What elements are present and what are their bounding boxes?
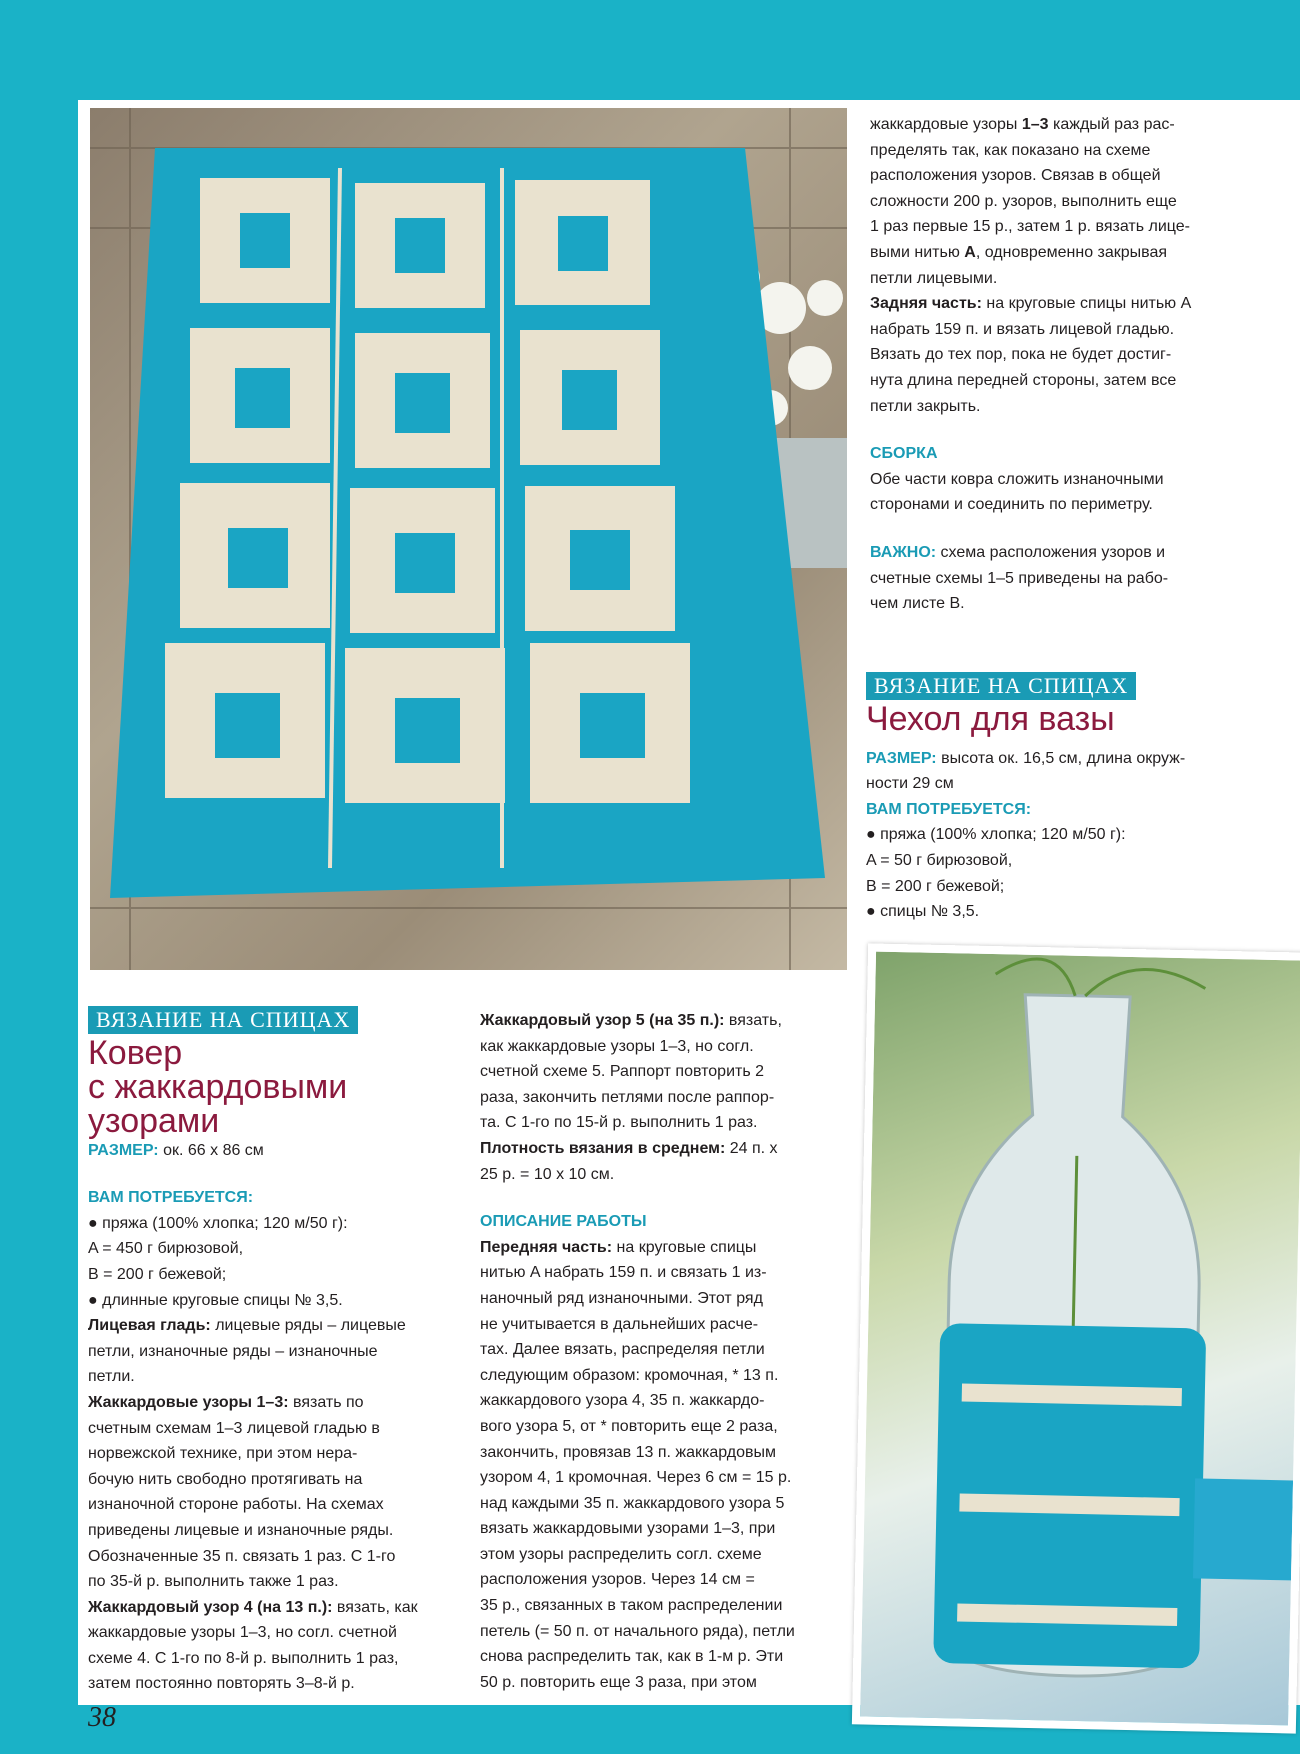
text-line: 35 р., связанных в таком распределении: [480, 1597, 783, 1615]
rug-section: [88, 1006, 468, 1697]
text-line: счетной схеме 5. Раппорт повторить 2: [480, 1063, 765, 1081]
vase-photo: [852, 943, 1300, 1733]
vase-title: Чехол для вазы: [866, 699, 1115, 738]
text-line: затем постоянно повторять 3–8-й р.: [88, 1675, 355, 1693]
text-line: Обозначенные 35 п. связать 1 раз. С 1-го: [88, 1547, 396, 1565]
text-line: чем листе B.: [870, 595, 965, 613]
text-line: счетные схемы 1–5 приведены на рабо-: [870, 569, 1169, 587]
text-line: не учитывается в дальнейших расче-: [480, 1315, 759, 1333]
text-line: узором 4, 1 кромочная. Через 6 см = 15 р.: [480, 1469, 792, 1487]
text-line: петли лицевыми.: [870, 269, 998, 287]
text-line: Обе части ковра сложить изнаночными: [870, 470, 1164, 488]
rug-illustration: [90, 108, 847, 970]
text-line: сторонами и соединить по периметру.: [870, 496, 1153, 514]
text-line: счетным схемам 1–3 лицевой гладью в: [88, 1419, 380, 1437]
vase-size: РАЗМЕР: высота ок. 16,5 см, длина окруж-: [866, 749, 1186, 767]
text-line: следующим образом: кромочная, * 13 п.: [480, 1366, 779, 1384]
jacquard-5: Жаккардовый узор 5 (на 35 п.): вязать,: [480, 1012, 782, 1029]
text-line: ● пряжа (100% хлопка; 120 м/50 г):: [866, 826, 1126, 844]
text-line: B = 200 г бежевой;: [88, 1265, 227, 1283]
text-line: жаккардового узора 4, 35 п. жаккардо-: [480, 1392, 765, 1410]
text-line: нута длина передней стороны, затем все: [870, 371, 1177, 389]
text-line: та. С 1-го по 15-й р. выполнить 1 раз.: [480, 1114, 758, 1132]
text-line: набрать 159 п. и вязать лицевой гладью.: [870, 320, 1175, 338]
vase-section: [866, 672, 1286, 925]
text-line: расположения узоров. Связав в общей: [870, 167, 1161, 185]
text-line: как жаккардовые узоры 1–3, но согл.: [480, 1037, 754, 1055]
text-line: вязать жаккардовыми узорами 1–3, при: [480, 1520, 776, 1538]
rug-title-line: узорами: [88, 1101, 220, 1140]
rug-title-line: с жаккардовыми: [88, 1067, 348, 1106]
section-band: ВЯЗАНИЕ НА СПИЦАХ: [88, 1006, 358, 1034]
text-line: петли закрыть.: [870, 397, 981, 415]
text-line: снова распределить так, как в 1-м р. Эти: [480, 1648, 784, 1666]
rug-title-line: Ковер: [88, 1033, 183, 1072]
middle-column: [480, 1008, 860, 1695]
text-line: ● пряжа (100% хлопка; 120 м/50 г):: [88, 1214, 348, 1232]
text-line: A = 50 г бирюзовой,: [866, 851, 1013, 869]
vase-illustration: [860, 952, 1300, 1726]
text-line: петли.: [88, 1368, 135, 1386]
text-line: ности 29 см: [866, 775, 954, 793]
text-line: вого узора 5, от * повторить еще 2 раза,: [480, 1417, 778, 1435]
assembly-heading: СБОРКА: [870, 445, 938, 463]
text-line: расположения узоров. Через 14 см =: [480, 1571, 755, 1589]
rug-need-heading: ВАМ ПОТРЕБУЕТСЯ:: [88, 1189, 254, 1207]
text-line: ● спицы № 3,5.: [866, 903, 980, 921]
text-line: 1 раз первые 15 р., затем 1 р. вязать лице-: [870, 218, 1190, 236]
text-line: выми нитью A, одновременно закрывая: [870, 243, 1168, 261]
text-line: жаккардовые узоры 1–3 каждый раз рас-: [870, 116, 1175, 133]
important-note: ВАЖНО: схема расположения узоров и: [870, 543, 1166, 561]
right-top-column: [870, 112, 1280, 617]
text-line: B = 200 г бежевой;: [866, 877, 1005, 895]
text-line: сложности 200 р. узоров, выполнить еще: [870, 192, 1177, 210]
text-line: над каждыми 35 п. жаккардового узора 5: [480, 1494, 785, 1512]
back-part: Задняя часть: на круговые спицы нитью A: [870, 295, 1192, 313]
text-line: Вязать до тех пор, пока не будет достиг-: [870, 346, 1172, 364]
stockinette: Лицевая гладь: лицевые ряды – лицевые: [88, 1317, 406, 1335]
text-line: 25 р. = 10 х 10 см.: [480, 1165, 615, 1183]
vase-need-heading: ВАМ ПОТРЕБУЕТСЯ:: [866, 800, 1032, 818]
text-line: ● длинные круговые спицы № 3,5.: [88, 1291, 343, 1309]
text-line: изнаночной стороне работы. На схемах: [88, 1496, 384, 1514]
text-line: схеме 4. С 1-го по 8-й р. выполнить 1 раз,: [88, 1649, 399, 1667]
text-line: норвежской технике, при этом нера-: [88, 1445, 358, 1463]
text-line: жаккардовые узоры 1–3, но согл. счетной: [88, 1624, 397, 1642]
text-line: петли, изнаночные ряды – изнаночные: [88, 1342, 378, 1360]
text-line: тах. Далее вязать, распределяя петли: [480, 1341, 765, 1359]
text-line: по 35-й р. выполнить также 1 раз.: [88, 1573, 339, 1591]
section-band: ВЯЗАНИЕ НА СПИЦАХ: [866, 672, 1136, 700]
text-line: наночный ряд изнаночными. Этот ряд: [480, 1289, 763, 1307]
text-line: пределять так, как показано на схеме: [870, 141, 1151, 159]
jacquard-1-3: Жаккардовые узоры 1–3: вязать по: [88, 1393, 364, 1411]
description-heading: ОПИСАНИЕ РАБОТЫ: [480, 1213, 647, 1231]
rug-photo: [90, 108, 847, 970]
text-line: этом узоры распределить согл. схеме: [480, 1545, 762, 1563]
text-line: A = 450 г бирюзовой,: [88, 1240, 244, 1258]
page-number: 38: [88, 1702, 116, 1733]
text-line: закончить, провязав 13 п. жаккардовым: [480, 1443, 777, 1461]
text-line: петель (= 50 п. от начального ряда), петли: [480, 1622, 795, 1640]
front-part: Передняя часть: на круговые спицы: [480, 1238, 757, 1256]
text-line: 50 р. повторить еще 3 раза, при этом: [480, 1673, 757, 1691]
text-line: нитью A набрать 159 п. и связать 1 из-: [480, 1264, 767, 1282]
text-line: бочую нить свободно протягивать на: [88, 1470, 363, 1488]
density: Плотность вязания в среднем: 24 п. х: [480, 1139, 778, 1157]
text-line: приведены лицевые и изнаночные ряды.: [88, 1521, 394, 1539]
text-line: раза, закончить петлями после раппор-: [480, 1088, 775, 1106]
jacquard-4: Жаккардовый узор 4 (на 13 п.): вязать, как: [88, 1598, 418, 1616]
rug-size: РАЗМЕР: ок. 66 x 86 см: [88, 1141, 264, 1159]
